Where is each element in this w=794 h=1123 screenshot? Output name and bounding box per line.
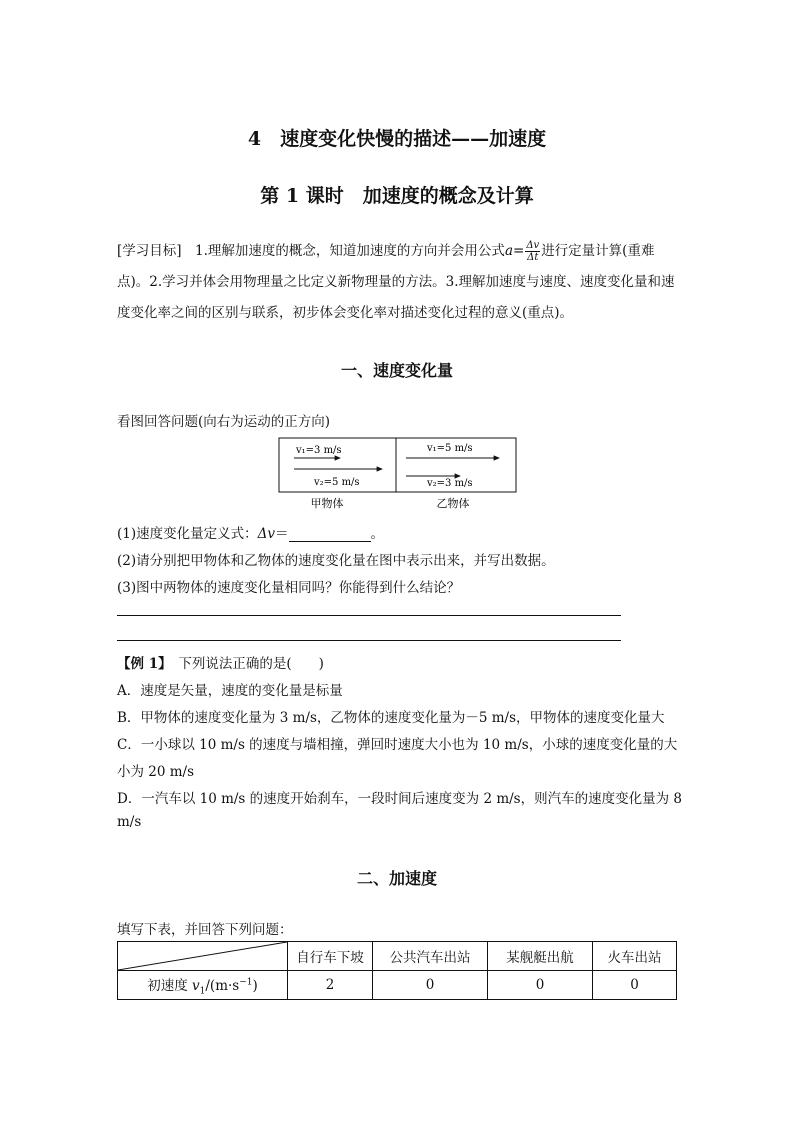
section1-heading: 一、速度变化量 — [340, 361, 453, 380]
q1-prefix: (1)速度变化量定义式： — [117, 526, 258, 542]
table-header-cell: 公共汽车出站 — [373, 942, 488, 971]
table-cell: 0 — [488, 971, 593, 1000]
answer-line-2[interactable] — [117, 640, 621, 641]
option-c-line2: 小为 20 m/s — [117, 764, 195, 780]
velocity-figure — [270, 436, 520, 516]
section2-intro: 填写下表，并回答下列问题： — [117, 922, 293, 938]
right-v2-label: v₂=3 m/s — [427, 478, 473, 489]
lesson-title: 4 速度变化快慢的描述——加速度 — [247, 128, 547, 150]
row-label-initial-velocity: 初速度 $v_1/(m\cdot s^{-1})$ — [118, 971, 288, 1000]
formula-lhs: a — [504, 243, 513, 259]
table-corner-cell — [118, 942, 288, 971]
right-figure-caption: 乙物体 — [436, 497, 470, 510]
formula-numerator: Δv — [526, 240, 540, 251]
table-header-cell: 某舰艇出航 — [488, 942, 593, 971]
option-b: B．甲物体的速度变化量为 3 m/s，乙物体的速度变化量为－5 m/s，甲物体的速度变化量大 — [117, 710, 665, 726]
section1-intro: 看图回答问题(向右为运动的正方向) — [117, 414, 331, 430]
left-v1-label: v₁=3 m/s — [296, 445, 342, 456]
formula-eq: = — [513, 243, 525, 259]
q1-end: 。 — [370, 526, 385, 542]
table-header-cell: 火车出站 — [593, 942, 677, 971]
section2-heading: 二、加速度 — [356, 869, 437, 888]
table-header-cell: 自行车下坡 — [288, 942, 373, 971]
q1-eq: ＝ — [275, 526, 289, 542]
goals-label: [学习目标] — [117, 243, 182, 259]
table-cell: 0 — [593, 971, 677, 1000]
left-v2-label: v₂=5 m/s — [314, 477, 360, 488]
example1-stem: 下列说法正确的是( ) — [164, 656, 324, 672]
learning-goals — [117, 236, 679, 329]
answer-line-1[interactable] — [117, 615, 621, 616]
right-v1-label: v₁=5 m/s — [427, 443, 473, 454]
formula-fraction — [525, 240, 540, 263]
data-table — [117, 941, 677, 1000]
option-c-line1: C．一小球以 10 m/s 的速度与墙相撞，弹回时速度大小也为 10 m/s，小球的速度变化量的大 — [117, 737, 678, 753]
example1-label: 【例 1】 — [117, 656, 165, 672]
table-row — [118, 971, 677, 1000]
example1-question — [117, 652, 324, 672]
q1-delta-v: Δv — [257, 526, 276, 542]
option-d-line1: D．一汽车以 10 m/s 的速度开始刹车，一段时间后速度变为 2 m/s，则汽车的速度变化量为 8 — [117, 791, 682, 807]
table-header-row — [118, 942, 677, 971]
goals-part2: 进行定量计算(重难点)。2.学习并体会用物理量之比定义新物理量的方法。3.理解加速度与速度、速度变化量和速度变化率之间的区别与联系，初步体会变化率对描述变化过程的意义(重点)。 — [117, 243, 675, 321]
left-figure-caption: 甲物体 — [310, 497, 344, 510]
question-2: (2)请分别把甲物体和乙物体的速度变化量在图中表示出来，并写出数据。 — [117, 553, 555, 569]
table-cell: 2 — [288, 971, 373, 1000]
lesson-subtitle: 第 1 课时 加速度的概念及计算 — [260, 185, 534, 207]
question-3: (3)图中两物体的速度变化量相同吗？你能得到什么结论？ — [117, 580, 461, 596]
formula-denominator: Δt — [527, 252, 539, 263]
question-1 — [117, 522, 384, 542]
table-cell: 0 — [373, 971, 488, 1000]
corner-diagonal — [118, 942, 287, 970]
option-a: A．速度是矢量，速度的变化量是标量 — [117, 683, 343, 699]
goals-part1: 1.理解加速度的概念，知道加速度的方向并会用公式 — [181, 243, 505, 259]
option-d-line2: m/s — [117, 814, 142, 830]
q1-answer-blank[interactable] — [289, 527, 371, 542]
